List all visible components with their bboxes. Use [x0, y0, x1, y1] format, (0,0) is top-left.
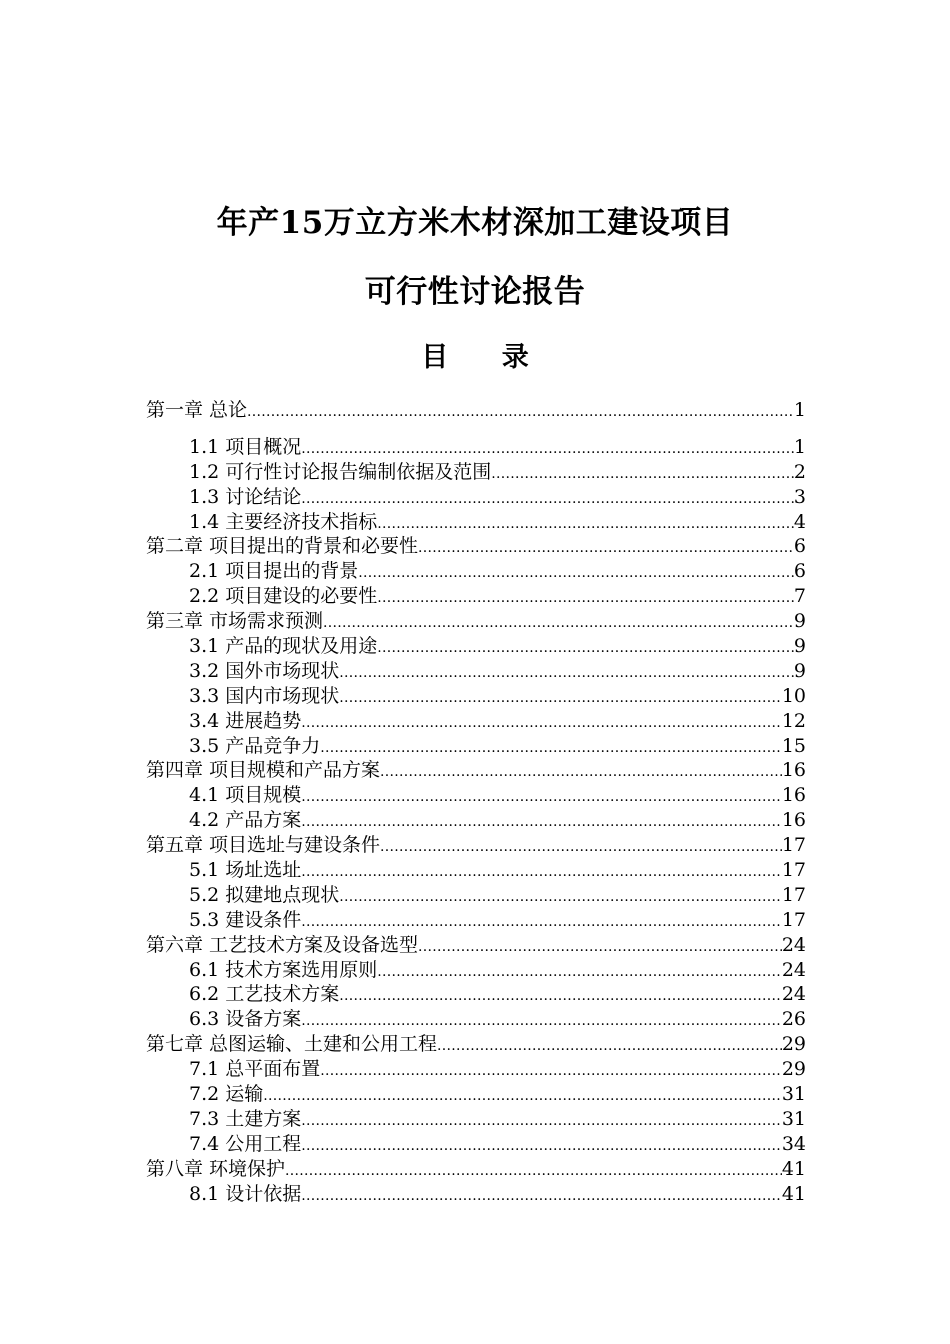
toc-dot-leader — [418, 935, 782, 958]
toc-entry-page-number: 31 — [781, 1083, 806, 1106]
toc-dot-leader — [301, 437, 794, 460]
toc-entry-title: 6.3 设备方案 — [189, 1008, 302, 1031]
toc-chapter-entry[interactable] — [146, 758, 806, 783]
toc-entry-title: 7.4 公用工程 — [189, 1132, 302, 1155]
toc-entry-page-number: 24 — [781, 983, 806, 1006]
toc-dot-leader — [437, 1034, 782, 1057]
toc-chapter-entry[interactable] — [146, 833, 806, 858]
toc-entry-title: 7.2 运输 — [189, 1083, 264, 1106]
toc-entry-title: 3.4 进展趋势 — [189, 709, 302, 732]
toc-section-entry[interactable] — [146, 1132, 806, 1157]
toc-entry-page-number: 7 — [793, 585, 806, 608]
toc-dot-leader — [377, 512, 794, 535]
toc-entry-page-number: 34 — [781, 1132, 806, 1155]
toc-section-entry[interactable] — [146, 958, 806, 983]
toc-heading: 目 录 — [421, 342, 551, 373]
toc-section-entry[interactable] — [146, 1007, 806, 1032]
toc-section-entry[interactable] — [146, 1107, 806, 1132]
toc-dot-leader — [285, 1159, 782, 1182]
toc-section-entry[interactable] — [146, 634, 806, 659]
document-title-line-2: 可行性讨论报告 — [364, 274, 586, 310]
toc-dot-leader — [301, 711, 782, 734]
toc-entry-title: 1.4 主要经济技术指标 — [189, 510, 378, 533]
toc-entry-page-number: 10 — [781, 684, 806, 707]
toc-section-entry[interactable] — [146, 858, 806, 883]
toc-section-entry[interactable] — [146, 709, 806, 734]
toc-dot-leader — [301, 910, 782, 933]
toc-entry-page-number: 6 — [793, 535, 806, 558]
toc-dot-leader — [339, 661, 794, 684]
toc-entry-page-number: 3 — [793, 485, 806, 508]
toc-entry-title: 6.2 工艺技术方案 — [189, 983, 340, 1006]
toc-section-entry[interactable] — [146, 460, 806, 485]
toc-dot-leader — [377, 586, 794, 609]
toc-entry-title: 4.2 产品方案 — [189, 809, 302, 832]
toc-dot-leader — [301, 1109, 782, 1132]
toc-section-entry[interactable] — [146, 908, 806, 933]
toc-entry-title: 5.1 场址选址 — [189, 859, 302, 882]
toc-section-entry[interactable] — [146, 559, 806, 584]
toc-dot-leader — [377, 960, 782, 983]
toc-dot-leader — [301, 1134, 782, 1157]
toc-entry-title: 1.2 可行性讨论报告编制依据及范围 — [189, 460, 492, 483]
toc-entry-title: 第六章 工艺技术方案及设备选型 — [146, 933, 419, 956]
toc-section-entry[interactable] — [146, 659, 806, 684]
toc-entry-page-number: 9 — [793, 659, 806, 682]
toc-entry-page-number: 9 — [793, 610, 806, 633]
table-of-contents — [146, 398, 806, 1207]
toc-entry-title: 4.1 项目规模 — [189, 784, 302, 807]
toc-dot-leader — [491, 462, 794, 485]
toc-dot-leader — [358, 561, 794, 584]
toc-entry-page-number: 16 — [781, 759, 806, 782]
toc-section-entry[interactable] — [146, 808, 806, 833]
toc-dot-leader — [301, 785, 782, 808]
toc-dot-leader — [339, 885, 782, 908]
toc-dot-leader — [339, 984, 782, 1007]
toc-entry-page-number: 26 — [781, 1008, 806, 1031]
toc-entry-page-number: 17 — [781, 834, 806, 857]
toc-dot-leader — [418, 536, 794, 559]
toc-entry-title: 第五章 项目选址与建设条件 — [146, 834, 381, 857]
toc-section-entry[interactable] — [146, 510, 806, 535]
toc-entry-title: 第二章 项目提出的背景和必要性 — [146, 535, 419, 558]
toc-entry-title: 1.1 项目概况 — [189, 435, 302, 458]
toc-dot-leader — [380, 835, 782, 858]
toc-entry-page-number: 29 — [781, 1033, 806, 1056]
toc-entry-page-number: 17 — [781, 908, 806, 931]
toc-chapter-entry[interactable] — [146, 933, 806, 958]
toc-entry-title: 第一章 总论 — [146, 399, 248, 421]
toc-entry-page-number: 17 — [781, 883, 806, 906]
toc-entry-title: 2.2 项目建设的必要性 — [189, 585, 378, 608]
toc-entry-title: 第三章 市场需求预测 — [146, 610, 324, 633]
toc-dot-leader — [301, 487, 794, 510]
toc-section-entry[interactable] — [146, 982, 806, 1007]
toc-entry-title: 第七章 总图运输、土建和公用工程 — [146, 1033, 438, 1056]
toc-entry-page-number: 1 — [793, 399, 806, 421]
toc-entry-page-number: 24 — [781, 933, 806, 956]
toc-entry-page-number: 2 — [793, 460, 806, 483]
toc-section-entry[interactable] — [146, 435, 806, 460]
toc-section-entry[interactable] — [146, 1082, 806, 1107]
document-title-line-1: 年产15万立方米木材深加工建设项目 — [216, 205, 734, 241]
toc-entry-title: 7.1 总平面布置 — [189, 1058, 321, 1081]
toc-dot-leader — [247, 400, 794, 423]
toc-entry-title: 2.1 项目提出的背景 — [189, 560, 359, 583]
toc-entry-title: 3.1 产品的现状及用途 — [189, 635, 378, 658]
toc-dot-leader — [380, 760, 782, 783]
toc-entry-page-number: 24 — [781, 958, 806, 981]
toc-section-entry[interactable] — [146, 883, 806, 908]
toc-entry-title: 5.3 建设条件 — [189, 908, 302, 931]
toc-entry-page-number: 9 — [793, 635, 806, 658]
toc-chapter-entry[interactable] — [146, 398, 806, 423]
toc-dot-leader — [320, 736, 782, 759]
toc-chapter-entry[interactable] — [146, 1032, 806, 1057]
toc-dot-leader — [263, 1084, 782, 1107]
toc-chapter-entry[interactable] — [146, 1157, 806, 1182]
toc-entry-title: 3.5 产品竞争力 — [189, 734, 321, 757]
toc-entry-title: 3.3 国内市场现状 — [189, 684, 340, 707]
toc-entry-page-number: 16 — [781, 784, 806, 807]
toc-dot-leader — [323, 611, 794, 634]
toc-entry-page-number: 6 — [793, 560, 806, 583]
toc-entry-title: 第四章 项目规模和产品方案 — [146, 759, 381, 782]
toc-chapter-entry[interactable] — [146, 534, 806, 559]
toc-entry-page-number: 4 — [793, 510, 806, 533]
toc-section-entry[interactable] — [146, 485, 806, 510]
toc-entry-title: 8.1 设计依据 — [189, 1182, 302, 1205]
toc-entry-page-number: 41 — [781, 1157, 806, 1180]
toc-section-entry[interactable] — [146, 1182, 806, 1207]
toc-dot-leader — [377, 636, 794, 659]
toc-entry-title: 1.3 讨论结论 — [189, 485, 302, 508]
toc-dot-leader — [301, 810, 782, 833]
toc-entry-page-number: 12 — [781, 709, 806, 732]
toc-entry-page-number: 31 — [781, 1107, 806, 1130]
toc-entry-page-number: 1 — [793, 435, 806, 458]
toc-dot-leader — [301, 1009, 782, 1032]
toc-entry-title: 6.1 技术方案选用原则 — [189, 958, 378, 981]
toc-chapter-entry[interactable] — [146, 609, 806, 634]
toc-section-entry[interactable] — [146, 684, 806, 709]
toc-section-entry[interactable] — [146, 783, 806, 808]
toc-section-entry[interactable] — [146, 584, 806, 609]
toc-dot-leader — [301, 860, 782, 883]
toc-entry-page-number: 41 — [781, 1182, 806, 1205]
toc-entry-title: 第八章 环境保护 — [146, 1157, 286, 1180]
toc-dot-leader — [301, 1184, 782, 1207]
toc-dot-leader — [320, 1059, 782, 1082]
toc-section-entry[interactable] — [146, 1057, 806, 1082]
toc-section-entry[interactable] — [146, 734, 806, 759]
toc-entry-page-number: 17 — [781, 859, 806, 882]
toc-entry-title: 3.2 国外市场现状 — [189, 659, 340, 682]
toc-entry-title: 7.3 土建方案 — [189, 1107, 302, 1130]
toc-entry-page-number: 16 — [781, 809, 806, 832]
toc-entry-title: 5.2 拟建地点现状 — [189, 883, 340, 906]
toc-entry-page-number: 29 — [781, 1058, 806, 1081]
toc-entry-page-number: 15 — [781, 734, 806, 757]
toc-dot-leader — [339, 686, 782, 709]
